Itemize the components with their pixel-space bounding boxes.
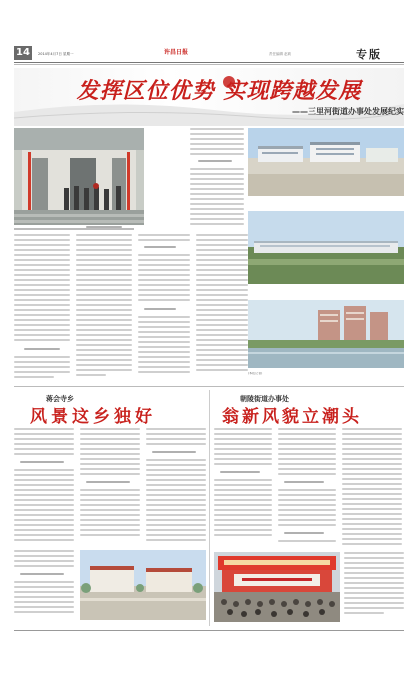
story-left-text-bottom [14, 550, 76, 620]
page-number: 14 [14, 46, 32, 60]
header-rule-2 [14, 64, 404, 65]
bottom-rule [14, 630, 404, 631]
photo-caption-right: (本报记者) [248, 372, 263, 375]
main-subhead: ——三里河街道办事处发展纪实 [292, 107, 404, 116]
story-right-text-bottom [344, 552, 404, 622]
section-label: 专版 [356, 48, 382, 61]
photo-residential [248, 300, 404, 368]
header-rule [14, 62, 404, 63]
story-left-title: 风景这乡独好 [30, 407, 156, 427]
editor-info: 责任编辑 赵莉 [269, 52, 292, 56]
section-divider [14, 386, 404, 387]
story-right-text [214, 428, 404, 548]
top-article-text [14, 232, 248, 382]
main-headline: 发挥区位优势 实现跨越发展 [76, 79, 362, 104]
issue-date: 2014年4月7日 星期一 [38, 52, 74, 56]
story-left-text [14, 428, 206, 546]
photo-warehouse [248, 211, 404, 284]
column-divider [209, 390, 210, 626]
story-right-title: 翁新风貌立潮头 [222, 407, 362, 427]
headline-banner [14, 68, 404, 126]
photo-town-street [80, 550, 206, 620]
photo-office-entrance [14, 128, 144, 225]
photo-festival-stage [214, 552, 340, 622]
story-right-kicker: 朝陵街道办事处 [240, 395, 289, 403]
story-left-kicker: 蒋会寺乡 [46, 395, 74, 403]
top-mid-text [150, 128, 244, 228]
page-header [14, 44, 404, 62]
photo-factory [248, 128, 404, 196]
photo-caption-1 [14, 228, 144, 231]
masthead: 许昌日报 [164, 49, 189, 56]
